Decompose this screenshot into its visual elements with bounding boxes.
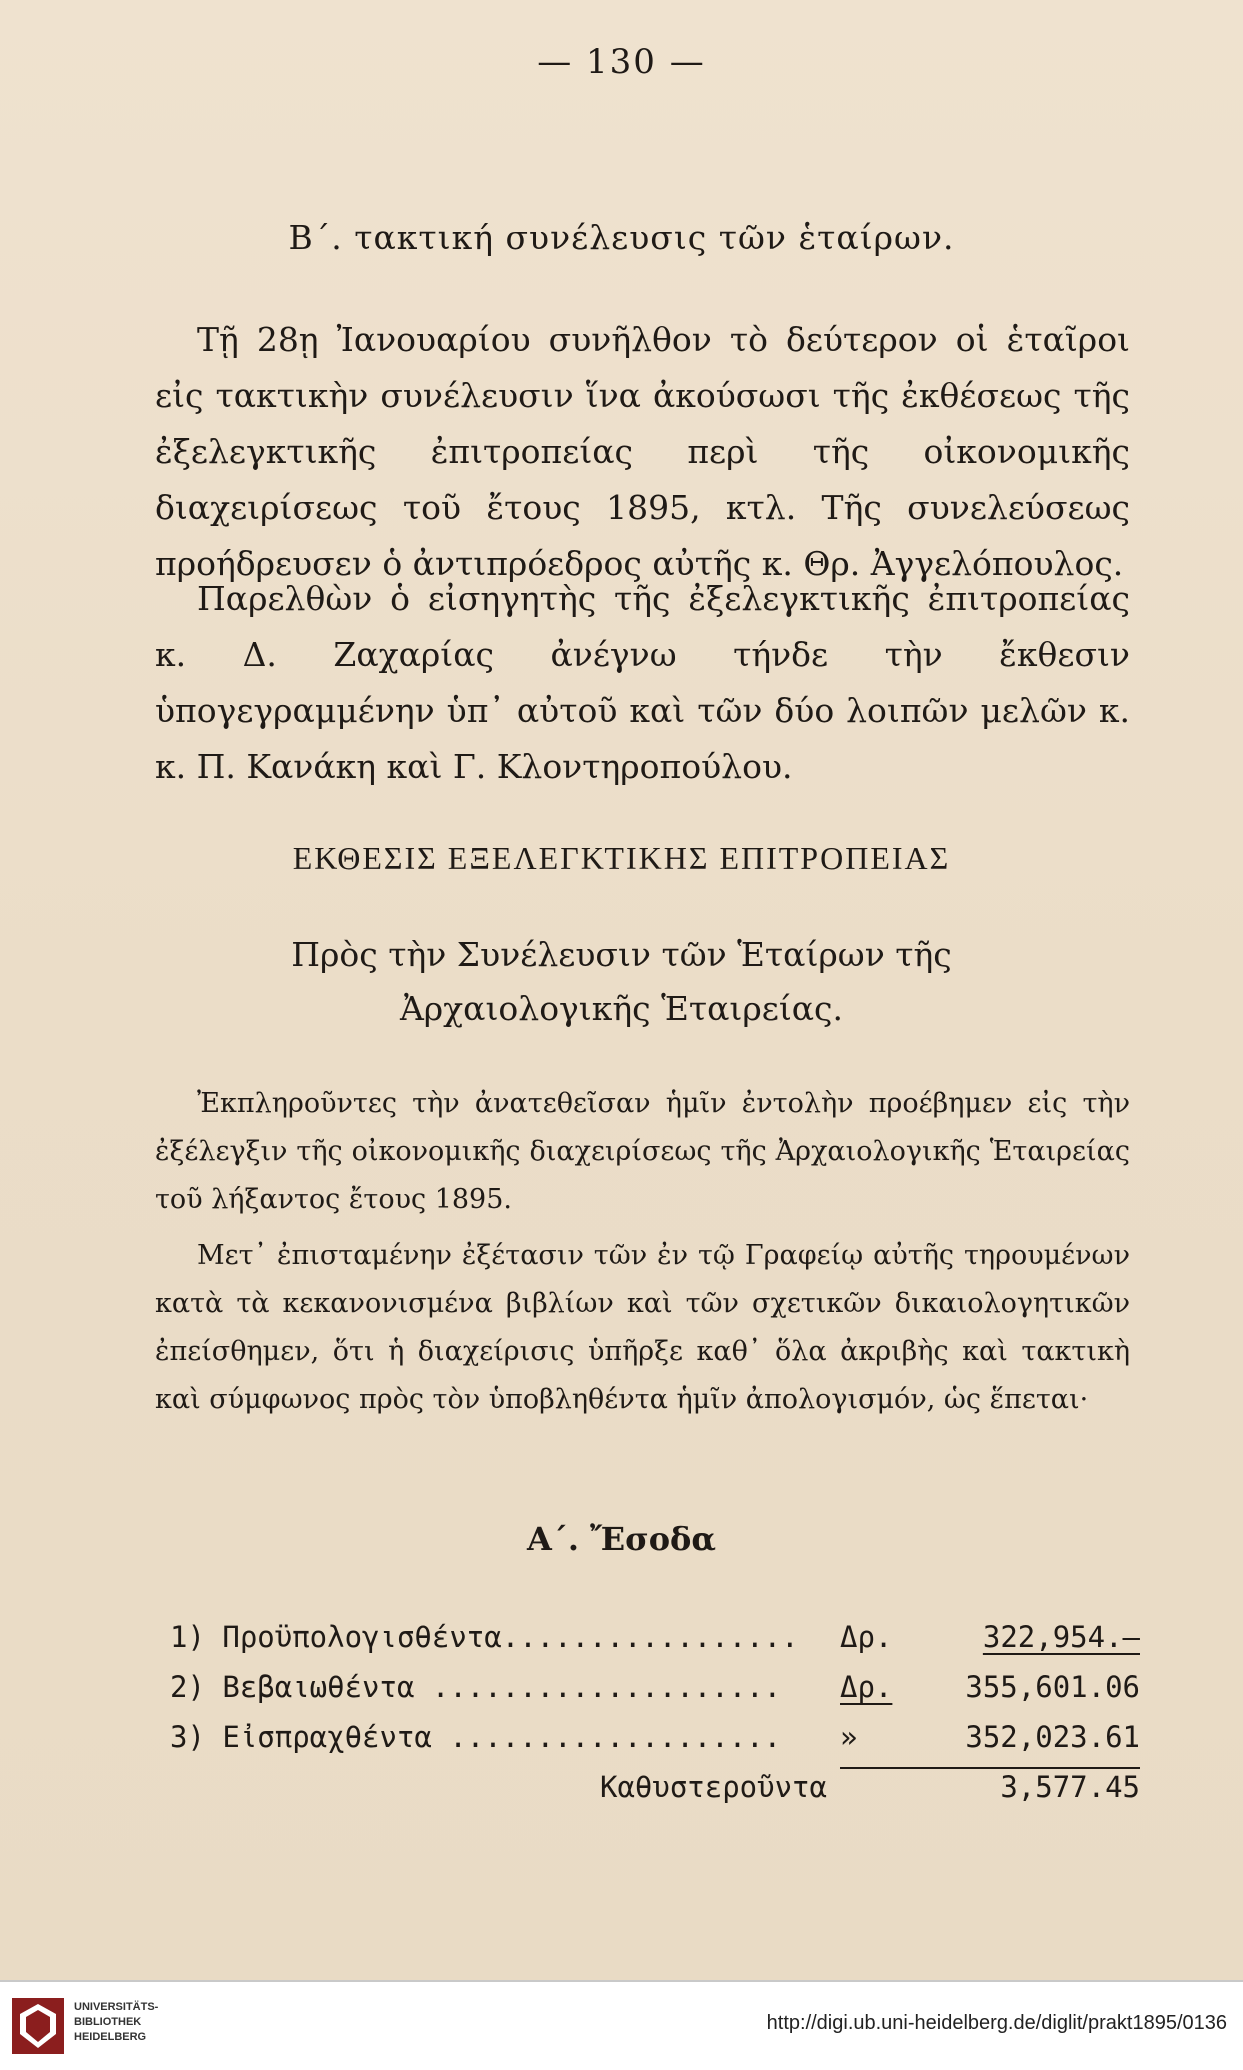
section-heading: Β΄. τακτική συνέλευσις τῶν ἑταίρων. [288,218,955,257]
address-line-2: Ἀρχαιολογικῆς Ἑταιρείας. [399,989,844,1028]
ledger-currency: Δρ. [840,1620,893,1654]
paragraph-1: Τῇ 28ῃ Ἰανουαρίου συνῆλθον τὸ δεύτερον οἱ ἑταῖροι εἰς τακτικὴν συνέλευσιν ἵνα ἀκούσωσι τῆς ἐκθέσεως τῆς ἐξελεγκτικῆς ἐπιτροπείας περὶ τῆς οἰκονομικῆς διαχειρίσεως τοῦ ἔτους 1895, κτλ. Τῆς συνελεύσεως προήδρευσεν ὁ ἀντιπρόεδρος αὐτῆς κ. Θρ. Ἀγγελόπουλος. [155,320,1130,583]
ledger-label: 3) Εἰσπραχθέντα ................... [170,1720,782,1754]
institution-line-2: BIBLIOTHEK [74,2016,142,2028]
university-seal-icon [10,1996,66,2056]
address-block [0,928,1243,1036]
report-paragraph-2: Μετ᾽ ἐπισταμένην ἐξέτασιν τῶν ἐν τῷ Γραφείῳ αὐτῆς τηρουμένων κατὰ τὰ κεκανονισμένα βιβλίων καὶ τῶν σχετικῶν δικαιολογητικῶν ἐπείσθημεν, ὅτι ἡ διαχείρισις ὑπῆρξε καθ᾽ ὅλα ἀκριβὴς καὶ τακτικὴ καὶ σύμφωνος πρὸς τὸν ὑποβληθέντα ἡμῖν ἀπολογισμόν, ὡς ἕπεται· [155,1240,1130,1415]
ledger-label: 1) Προϋπολογισθέντα................. [170,1620,799,1654]
address-line-1: Πρὸς τὴν Συνέλευσιν τῶν Ἑταίρων τῆς [291,935,952,974]
page-number: — 130 — [537,42,706,82]
income-ledger [170,1620,1140,1820]
footer-bar [0,1980,1243,2070]
ledger-currency: » [840,1720,858,1754]
ledger-currency: Δρ. [840,1670,893,1704]
institution-line-1: UNIVERSITÄTS- [74,2001,159,2013]
ledger-total-row [170,1770,1140,1820]
ledger-total-label: Καθυστεροῦντα [600,1770,827,1804]
report-title: ΕΚΘΕΣΙΣ ΕΞΕΛΕΓΚΤΙΚΗΣ ΕΠΙΤΡΟΠΕΙΑΣ [292,840,951,876]
ledger-sum-rule [840,1767,1140,1769]
income-heading: Α΄. Ἔσοδα [527,1520,716,1558]
ledger-total-amount: 3,577.45 [1000,1770,1140,1804]
ledger-row [170,1720,1140,1770]
source-url[interactable]: http://digi.ub.uni-heidelberg.de/diglit/prakt1895/0136 [766,2012,1227,2034]
ledger-row [170,1670,1140,1720]
ledger-row [170,1620,1140,1670]
paragraph-2: Παρελθὼν ὁ εἰσηγητὴς τῆς ἐξελεγκτικῆς ἐπιτροπείας κ. Δ. Ζαχαρίας ἀνέγνω τήνδε τὴν ἔκθεσιν ὑπογεγραμμένην ὑπ᾽ αὐτοῦ καὶ τῶν δύο λοιπῶν μελῶν κ. κ. Π. Κανάκη καὶ Γ. Κλοντηροπούλου. [155,579,1130,786]
ledger-amount: 355,601.06 [965,1670,1140,1704]
institution-line-3: HEIDELBERG [74,2031,147,2043]
ledger-amount: 352,023.61 [965,1720,1140,1754]
ledger-amount: 322,954.— [982,1620,1140,1654]
ledger-label: 2) Βεβαιωθέντα .................... [170,1670,782,1704]
report-paragraph-1: Ἐκπληροῦντες τὴν ἀνατεθεῖσαν ἡμῖν ἐντολὴν προέβημεν εἰς τὴν ἐξέλεγξιν τῆς οἰκονομικῆς διαχειρίσεως τῆς Ἀρχαιολογικῆς Ἑταιρείας τοῦ λήξαντος ἔτους 1895. [155,1088,1130,1215]
institution-name [74,2000,158,2045]
